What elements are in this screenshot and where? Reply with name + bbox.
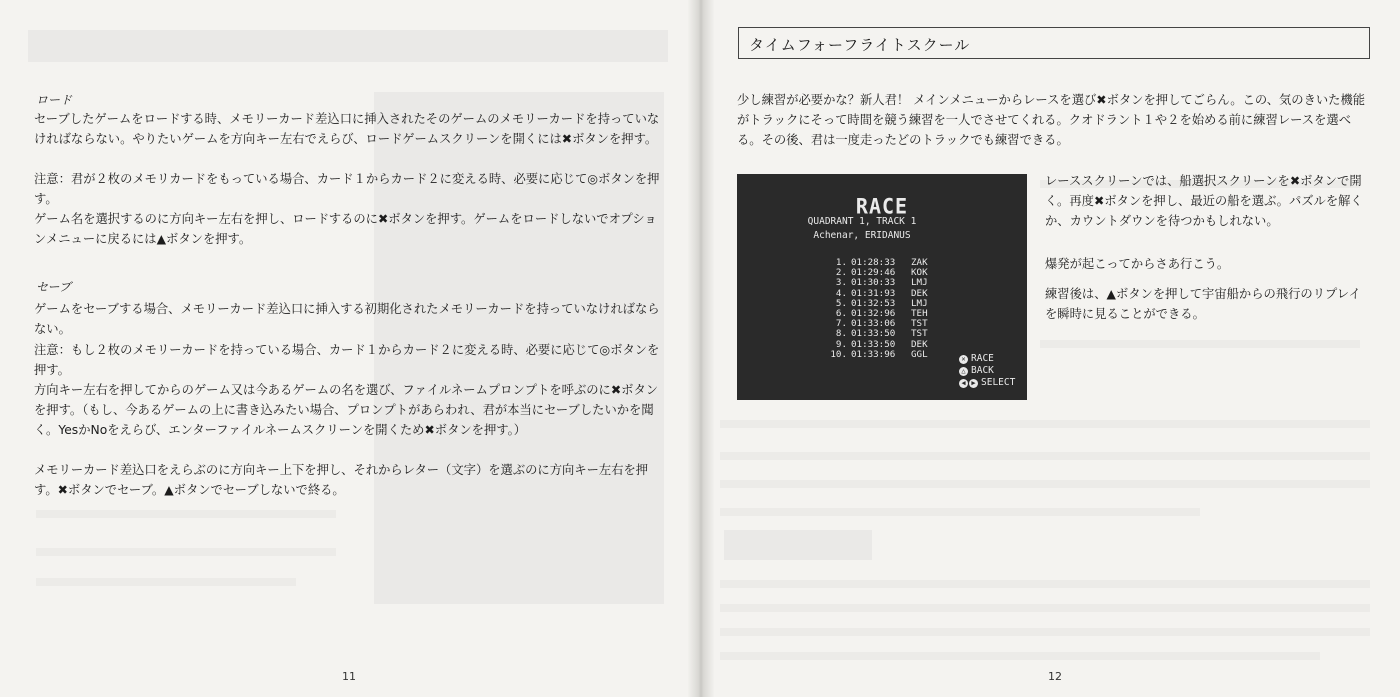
rank: 6. bbox=[835, 307, 847, 319]
player-name: LMJ bbox=[911, 297, 928, 309]
side-paragraph-3: 練習後は、▲ボタンを押して宇宙船からの飛行のリプレイを瞬時に見ることができる。 bbox=[1045, 287, 1361, 321]
show-through-text bbox=[720, 652, 1320, 660]
show-through-box bbox=[724, 530, 872, 560]
lap-time: 01:30:33 bbox=[851, 277, 896, 289]
rank: 10. bbox=[830, 348, 847, 360]
page-title: タイムフォーフライトスクール bbox=[749, 36, 971, 54]
menu-item-back bbox=[959, 365, 1015, 377]
player-name: KOK bbox=[911, 267, 928, 279]
best-times-list bbox=[825, 258, 941, 360]
rank: 1. bbox=[835, 257, 847, 268]
page-number: 11 bbox=[342, 670, 356, 683]
rank: 3. bbox=[835, 277, 847, 289]
rank: 8. bbox=[835, 328, 847, 340]
triangle-button-icon: △ bbox=[959, 367, 968, 376]
race-screen-title: RACE bbox=[855, 193, 909, 219]
rank: 9. bbox=[835, 338, 847, 350]
menu-label: RACE bbox=[971, 353, 994, 364]
player-name: TEH bbox=[911, 307, 928, 319]
lap-time: 01:33:50 bbox=[851, 328, 896, 340]
show-through-text bbox=[36, 510, 336, 518]
menu-item-race bbox=[959, 353, 1015, 365]
player-name: TST bbox=[911, 328, 928, 340]
player-name: ZAK bbox=[911, 257, 928, 268]
save-paragraph-4: メモリーカード差込口をえらぶのに方向キー上下を押し、それからレター（文字）を選ぶのに方向キー左右を押す。✖ボタンでセーブ。▲ボタンでセーブしないで終る。 bbox=[34, 463, 649, 497]
save-paragraph-2: 注意：もし２枚のメモリーカードを持っている場合、カード１からカード２に変える時、必要に応じて◎ボタンを押す。 bbox=[34, 343, 660, 377]
lap-time: 01:32:53 bbox=[851, 297, 896, 309]
show-through-text bbox=[720, 628, 1370, 636]
rank: 5. bbox=[835, 297, 847, 309]
show-through-text bbox=[36, 578, 296, 586]
book-gutter bbox=[688, 0, 714, 697]
rank: 4. bbox=[835, 287, 847, 299]
load-paragraph-3: ゲーム名を選択するのに方向キー左右を押し、ロードするのに✖ボタンを押す。ゲームをロードしないでオプションメニューに戻るには▲ボタンを押す。 bbox=[34, 212, 657, 246]
player-name: DEK bbox=[911, 338, 928, 350]
lap-time: 01:28:33 bbox=[851, 257, 896, 268]
race-screen-location: Achenar, ERIDANUS bbox=[813, 230, 911, 241]
rank: 7. bbox=[835, 318, 847, 330]
show-through-text bbox=[1040, 340, 1360, 348]
menu-item-select bbox=[959, 377, 1015, 389]
lap-time: 01:33:50 bbox=[851, 338, 896, 350]
player-name: DEK bbox=[911, 287, 928, 299]
show-through-text bbox=[720, 580, 1370, 588]
intro-paragraph: 少し練習が必要かな？新人君！ メインメニューからレースを選び✖ボタンを押してごらん。この、気のきいた機能がトラックにそって時間を競う練習を一人でさせてくれる。クオドラント１や２を始める前に練習レースを選べる。その後、君は一度走ったどのトラックでも練習できる。 bbox=[737, 93, 1366, 147]
side-paragraph-1: レーススクリーンでは、船選択スクリーンを✖ボタンで開く。再度✖ボタンを押し、最近の船を選ぶ。パズルを解くか、カウントダウンを待つかもしれない。 bbox=[1045, 174, 1363, 228]
show-through-text bbox=[720, 480, 1370, 488]
lap-time: 01:29:46 bbox=[851, 267, 896, 279]
lap-time: 01:31:93 bbox=[851, 287, 896, 299]
load-heading: ロード bbox=[36, 93, 73, 107]
show-through-text bbox=[720, 420, 1370, 428]
left-arrow-icon: ◀ bbox=[959, 379, 968, 388]
race-screen-subtitle: QUADRANT 1, TRACK 1 bbox=[807, 216, 917, 227]
rank: 2. bbox=[835, 267, 847, 279]
time-row bbox=[825, 350, 941, 360]
save-heading: セーブ bbox=[36, 280, 71, 294]
show-through-text bbox=[36, 548, 336, 556]
menu-label: SELECT bbox=[981, 377, 1016, 388]
save-paragraph-3: 方向キー左右を押してからのゲーム又は今あるゲームの名を選び、ファイルネームプロンプトを呼ぶのに✖ボタンを押す。（もし、今あるゲームの上に書き込みたい場合、プロンプトがあらわれ、君が本当にセーブしたいかを聞く。YesかNoをえらび、エンターファイルネームスクリーンを開くため✖ボタンを押す。） bbox=[34, 383, 659, 437]
player-name: LMJ bbox=[911, 277, 928, 289]
load-paragraph-1: セーブしたゲームをロードする時、メモリーカード差込口に挿入されたそのゲームのメモリーカードを持っていなければならない。やりたいゲームを方向キー左右でえらび、ロードゲームスクリーンを開くには✖ボタンを押す。 bbox=[34, 112, 660, 146]
save-paragraph-1: ゲームをセーブする場合、メモリーカード差込口に挿入する初期化されたメモリーカードを持っていなければならない。 bbox=[34, 302, 660, 336]
menu-label: BACK bbox=[971, 365, 994, 376]
side-paragraph-2: 爆発が起こってからさあ行こう。 bbox=[1045, 257, 1230, 271]
lap-time: 01:32:96 bbox=[851, 307, 896, 319]
lap-time: 01:33:06 bbox=[851, 318, 896, 330]
lap-time: 01:33:96 bbox=[851, 348, 896, 360]
player-name: TST bbox=[911, 318, 928, 330]
title-box bbox=[738, 27, 1370, 59]
show-through-header bbox=[28, 30, 668, 62]
player-name: GGL bbox=[911, 348, 928, 360]
show-through-text bbox=[720, 452, 1370, 460]
right-arrow-icon: ▶ bbox=[969, 379, 978, 388]
show-through-text bbox=[720, 508, 1200, 516]
race-screen-menu bbox=[959, 353, 1015, 389]
right-page bbox=[700, 0, 1400, 697]
cross-button-icon: ✕ bbox=[959, 355, 968, 364]
show-through-text bbox=[720, 604, 1370, 612]
load-paragraph-2: 注意：君が２枚のメモリカードをもっている場合、カード１からカード２に変える時、必要に応じて◎ボタンを押す。 bbox=[34, 172, 660, 206]
race-screenshot bbox=[737, 174, 1027, 400]
page-number: 12 bbox=[1048, 670, 1062, 683]
time-row bbox=[825, 329, 941, 339]
